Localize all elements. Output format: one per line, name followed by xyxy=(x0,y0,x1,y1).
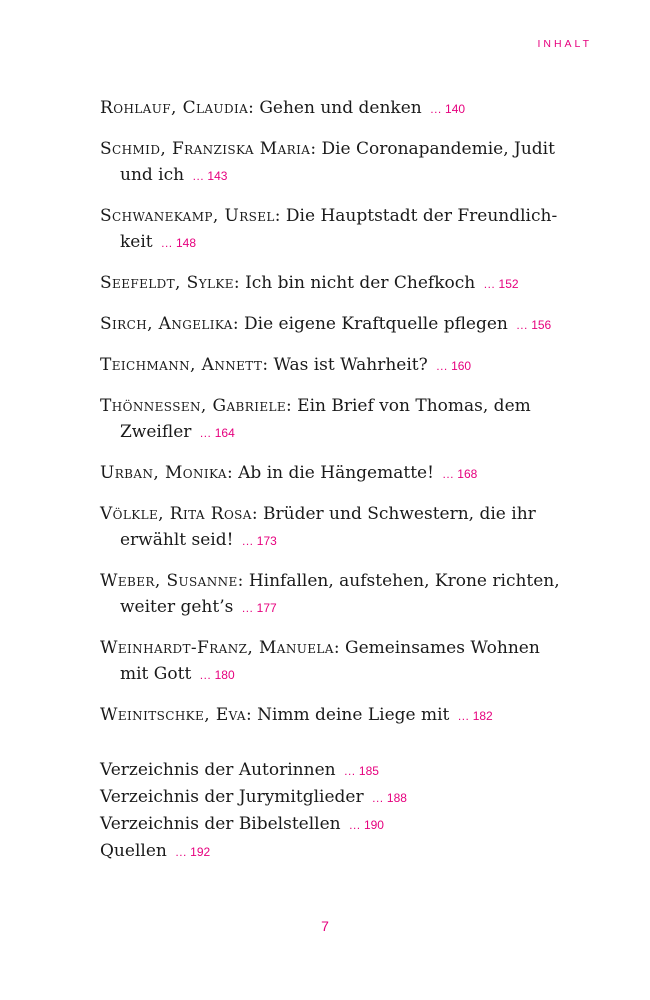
toc-title: Die Coronapandemie, Judit und ich xyxy=(120,139,555,185)
toc-page: … 148 xyxy=(160,236,196,250)
toc-title: Die eigene Kraftquelle pflegen xyxy=(244,314,508,334)
appendix-title: Verzeichnis der Autorinnen xyxy=(100,760,336,780)
appendix-title: Quellen xyxy=(100,841,167,861)
toc-author: Thönnessen, Gabriele xyxy=(100,396,287,416)
toc-page: … 164 xyxy=(199,426,235,440)
page-number: 7 xyxy=(321,918,329,934)
toc-author: Rohlauf, Claudia xyxy=(100,98,249,118)
toc-author: Urban, Monika xyxy=(100,463,227,483)
toc-page: … 177 xyxy=(241,601,277,615)
toc-title: Ein Brief von Thomas, dem Zweifler xyxy=(120,396,531,442)
toc-title: Ich bin nicht der Chefkoch xyxy=(245,273,476,293)
toc-entry[interactable]: Thönnessen, Gabriele: Ein Brief von Thomas, dem Zweifler … 164 xyxy=(100,396,531,442)
toc-author: Weinhardt-Franz, Manuela xyxy=(100,638,334,658)
appendix-entry[interactable] xyxy=(100,784,570,811)
toc-title: Was ist Wahrheit? xyxy=(273,355,428,375)
toc-author: Seefeldt, Sylke xyxy=(100,273,234,293)
toc-page: … 168 xyxy=(441,467,478,481)
toc-page: … 152 xyxy=(483,277,519,291)
appendix-page: … 190 xyxy=(348,818,384,832)
toc-author: Sirch, Angelika xyxy=(100,314,233,334)
appendix-list xyxy=(100,757,570,865)
toc-author: Völkle, Rita Rosa xyxy=(100,504,252,524)
toc-entry[interactable]: Teichmann, Annett: Was ist Wahrheit? … 160 xyxy=(100,355,472,375)
toc-page: … 173 xyxy=(241,534,277,548)
toc-page: … 140 xyxy=(429,102,466,116)
toc-page: … 156 xyxy=(515,318,552,332)
appendix-entry[interactable] xyxy=(100,838,570,865)
toc-entry[interactable]: Völkle, Rita Rosa: Brüder und Schwestern, die ihr erwählt seid! … 173 xyxy=(100,504,536,550)
appendix-title: Verzeichnis der Bibelstellen xyxy=(100,814,341,834)
toc-page: … 143 xyxy=(192,169,228,183)
toc-author: Schwanekamp, Ursel xyxy=(100,206,275,226)
toc-page: … 160 xyxy=(435,359,472,373)
toc-title: Ab in die Hängematte! xyxy=(238,463,434,483)
toc-entry[interactable]: Schmid, Franziska Maria: Die Coronapandemie, Judit und ich … 143 xyxy=(100,139,555,185)
toc-author: Weber, Susanne xyxy=(100,571,238,591)
toc-author: Weinitschke, Eva xyxy=(100,705,246,725)
toc-entry[interactable]: Rohlauf, Claudia: Gehen und denken … 140 xyxy=(100,98,466,118)
appendix-page: … 188 xyxy=(371,791,407,805)
toc-author: Schmid, Franziska Maria xyxy=(100,139,311,159)
toc-entry[interactable]: Schwanekamp, Ursel: Die Hauptstadt der Freundlichkeit … 148 xyxy=(100,206,558,252)
toc-page: … 182 xyxy=(457,709,493,723)
appendix-title: Verzeichnis der Jurymitglieder xyxy=(100,787,364,807)
toc-entry[interactable]: Seefeldt, Sylke: Ich bin nicht der Chefkoch … 152 xyxy=(100,273,519,293)
toc-entry[interactable]: Urban, Monika: Ab in die Hängematte! … 168 xyxy=(100,463,478,483)
toc-author: Teichmann, Annett xyxy=(100,355,263,375)
toc-list xyxy=(100,95,570,743)
toc-title: Hinfallen, aufstehen, Krone richten, weiter geht’s xyxy=(120,571,560,617)
toc-title: Brüder und Schwestern, die ihr erwählt seid! xyxy=(120,504,536,550)
toc-title: Gehen und denken xyxy=(259,98,422,118)
toc-entry[interactable]: Weinitschke, Eva: Nimm deine Liege mit … 182 xyxy=(100,705,493,725)
toc-entry[interactable]: Weber, Susanne: Hinfallen, aufstehen, Krone richten, weiter geht’s … 177 xyxy=(100,571,560,617)
toc-title: Gemeinsames Wohnen mit Gott xyxy=(120,638,540,684)
toc-title: Die Hauptstadt der Freundlichkeit xyxy=(120,206,558,252)
appendix-page: … 192 xyxy=(174,845,211,859)
toc-page: … 180 xyxy=(199,668,235,682)
appendix-entry[interactable] xyxy=(100,811,570,838)
toc-entry[interactable]: Sirch, Angelika: Die eigene Kraftquelle pflegen … 156 xyxy=(100,314,552,334)
toc-entry[interactable]: Weinhardt-Franz, Manuela: Gemeinsames Wohnen mit Gott … 180 xyxy=(100,638,540,684)
appendix-page: … 185 xyxy=(343,764,379,778)
toc-title: Nimm deine Liege mit xyxy=(257,705,450,725)
appendix-entry[interactable] xyxy=(100,757,570,784)
running-head: INHALT xyxy=(537,38,592,50)
